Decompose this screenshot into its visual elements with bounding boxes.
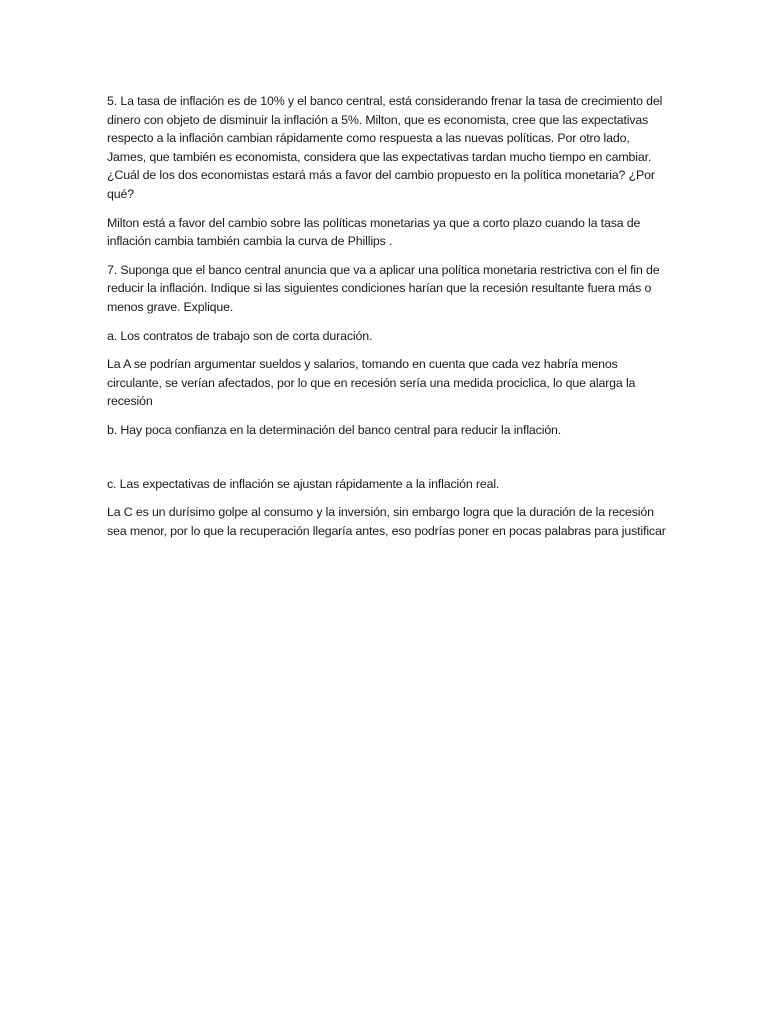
question-5: 5. La tasa de inflación es de 10% y el banco central, está considerando frenar la tasa de crecimiento del dinero con objeto de disminuir la inflación a 5%. Milton, que es economista, cree que las expectativas respecto a la inflación cambian rápidamente como respuesta a las nuevas políticas. Por otro lado, James, que también es economista, considera que las expectativas tardan mucho tiempo en cambiar. ¿Cuál de los dos economistas estará más a favor del cambio propuesto en la política monetaria? ¿Por qué? (107, 94, 663, 201)
question-7: 7. Suponga que el banco central anuncia que va a aplicar una política monetaria restrictiva con el fin de reducir la inflación. Indique si las siguientes condiciones harían que la recesión resultante fuera más o menos grave. Explique. (107, 262, 660, 314)
condition-c: c. Las expectativas de inflación se ajustan rápidamente a la inflación real. (107, 476, 500, 491)
condition-a: a. Los contratos de trabajo son de corta duración. (107, 328, 373, 343)
document-body (107, 92, 667, 550)
answer-5: Milton está a favor del cambio sobre las políticas monetarias ya que a corto plazo cuando la tasa de inflación cambia también cambia la curva de Phillips . (107, 215, 641, 249)
answer-a: La A se podrían argumentar sueldos y salarios, tomando en cuenta que cada vez habría menos circulante, se verían afectados, por lo que en recesión sería una medida prociclica, lo que alarga la recesión (107, 357, 636, 409)
condition-b: b. Hay poca confianza en la determinación del banco central para reducir la inflación. (107, 422, 562, 437)
answer-c: La C es un durísimo golpe al consumo y la inversión, sin embargo logra que la duración de la recesión sea menor, por lo que la recuperación llegaría antes, eso podrías poner en pocas palabras para justificar (107, 505, 666, 538)
